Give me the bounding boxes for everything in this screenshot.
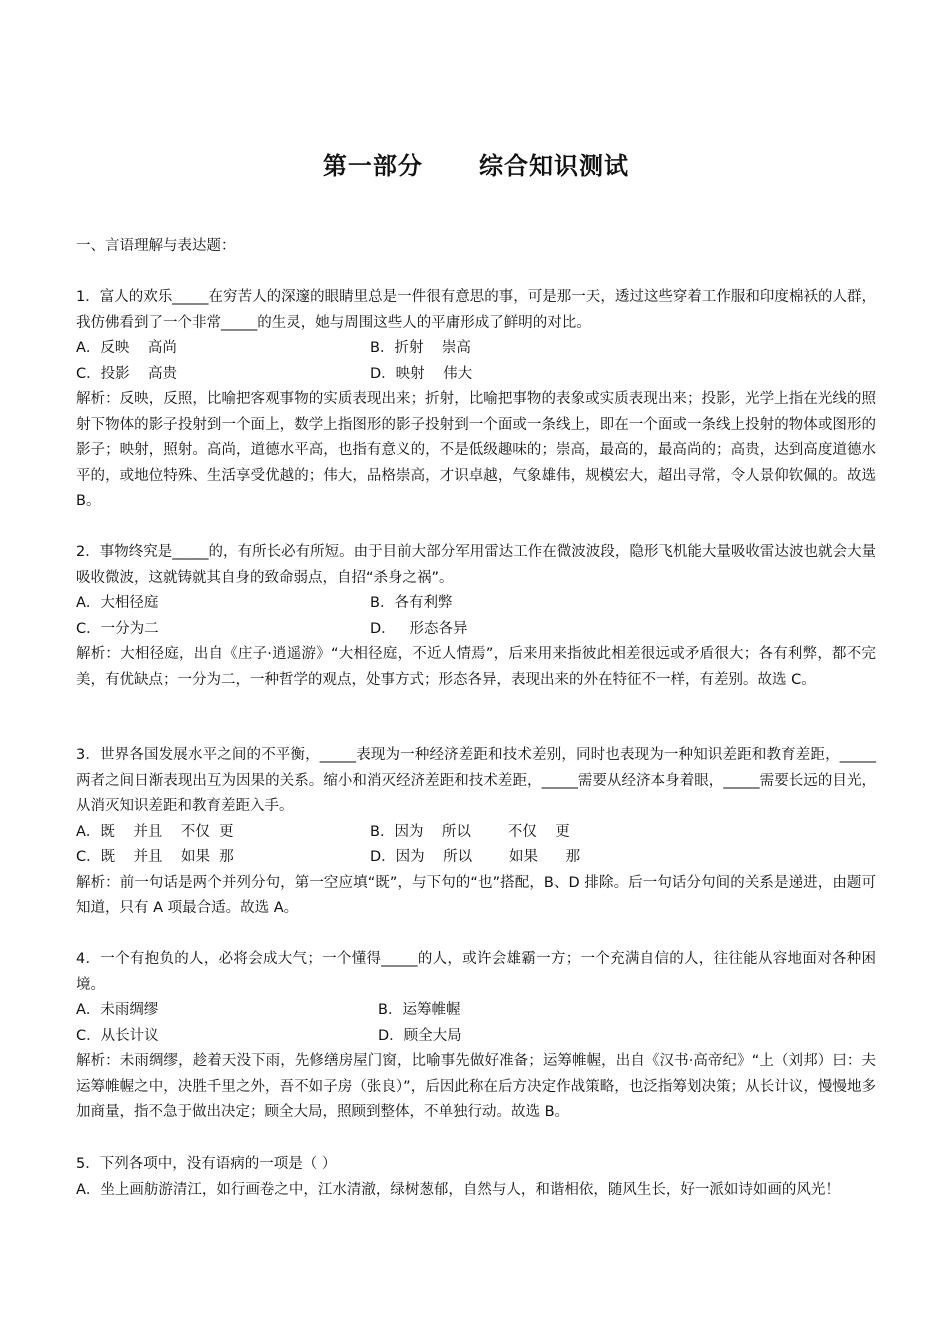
option-b: B．因为 所以 不仅 更 [370, 823, 570, 840]
question-stem: 5．下列各项中，没有语病的一项是（ ） [76, 1156, 337, 1172]
option-d: D．顾全大局 [378, 1027, 462, 1044]
question-stem: 4．一个有抱负的人，必将会成大气；一个懂得_____的人，或许会雄霸一方；一个充满自信的人，往往能从容地面对各种困境。 [76, 951, 876, 993]
question-stem: 2．事物终究是_____的，有所长必有所短。由于目前大部分军用雷达工作在微波波段，隐形飞机能大量吸收雷达波也就会大量吸收微波，这就铸就其自身的致命弱点，自招“杀身之祸”。 [76, 544, 876, 586]
question-stem: 1．富人的欢乐_____在穷苦人的深邃的眼睛里总是一件很有意思的事，可是那一天，透过这些穿着工作服和印度棉袄的人群，我仿佛看到了一个非常_____的生灵，她与周围这些人的平庸形成了鲜明的对比。 [76, 289, 876, 331]
option-c: C．既 并且 如果 那 [76, 849, 234, 865]
options-row [76, 336, 876, 362]
question-analysis: 解析：反映，反照，比喻把客观事物的实质表现出来；折射，比喻把事物的表象或实质表现出来；投影，光学上指在光线的照射下物体的影子投射到一个面上，数学上指图形的影子投射到一个面或一条线上，即在一个面或一条线上投射的物体或图形的影子；映射，照射。高尚，道德水平高，也指有意义的，不是低级趣味的；崇高，最高的，最高尚的；高贵，达到高度道德水平的，或地位特殊、生活享受优越的；伟大，品格崇高，才识卓越，气象雄伟，规模宏大，超出寻常，令人景仰钦佩的。故选 B。 [76, 391, 876, 509]
option-a: A．反映 高尚 [76, 340, 177, 356]
question-stem: 3．世界各国发展水平之间的不平衡，_____表现为一种经济差距和技术差别，同时也表现为一种知识差距和教育差距，_____两者之间日渐表现出互为因果的关系。缩小和消灭经济差距和技术差距，_____需要从经济本身着眼，_____需要长远的目光，从消灭知识差距和教育差距入手。 [76, 747, 876, 814]
options-row [76, 617, 876, 643]
option-b: B．各有利弊 [370, 595, 453, 611]
option-a: A．未雨绸缪 [76, 1002, 159, 1018]
option-c: C．一分为二 [76, 620, 159, 637]
option-b: B．运筹帷幄 [378, 1002, 461, 1018]
question-2 [76, 540, 876, 693]
option-a: A．大相径庭 [76, 595, 159, 611]
options-row [76, 820, 876, 846]
page-title: 第一部分 综合知识测试 [322, 151, 630, 180]
question-4 [76, 947, 876, 1126]
options-row [76, 362, 876, 388]
option-c: C．投影 高贵 [76, 365, 178, 382]
question-1 [76, 285, 876, 515]
question-analysis: 解析：前一句话是两个并列分句，第一空应填“既”，与下句的“也”搭配，B、D 排除。后一句话分句间的关系是递进，由题可知道，只有 A 项最合适。故选 A。 [76, 874, 876, 916]
options-row [76, 998, 876, 1024]
options-row [76, 591, 876, 617]
section-heading: 一、言语理解与表达题： [76, 238, 236, 254]
question-analysis: 解析：未雨绸缪，趁着天没下雨，先修缮房屋门窗，比喻事先做好准备；运筹帷幄，出自《汉书·高帝纪》“上（刘邦）曰：夫运筹帷幄之中，决胜千里之外，吾不如子房（张良）”，后因此称在后方决定作战策略，也泛指筹划决策；从长计议，慢慢地多加商量，指不急于做出决定；顾全大局，照顾到整体，不单独行动。故选 B。 [76, 1053, 876, 1120]
option-a: A．坐上画舫游清江，如行画卷之中，江水清澈，绿树葱郁，自然与人，和谐相依，随风生长，好一派如诗如画的风光！ [76, 1181, 840, 1198]
options-row [76, 845, 876, 871]
option-a: A．既 并且 不仅 更 [76, 823, 234, 840]
option-d: D． 形态各异 [370, 620, 468, 637]
option-c: C．从长计议 [76, 1027, 159, 1044]
question-analysis: 解析：大相径庭，出自《庄子·逍遥游》“大相径庭，不近人情焉”，后来用来指彼此相差很远或矛盾很大；各有利弊，都不完美，有优缺点；一分为二，一种哲学的观点，处事方式；形态各异，表现出来的外在特征不一样，有差别。故选 C。 [76, 646, 876, 688]
option-d: D．因为 所以 如果 那 [370, 849, 581, 865]
option-d: D．映射 伟大 [370, 365, 473, 382]
question-5 [76, 1152, 876, 1203]
options-row [76, 1024, 876, 1050]
option-b: B．折射 崇高 [370, 340, 471, 356]
question-3 [76, 743, 876, 922]
